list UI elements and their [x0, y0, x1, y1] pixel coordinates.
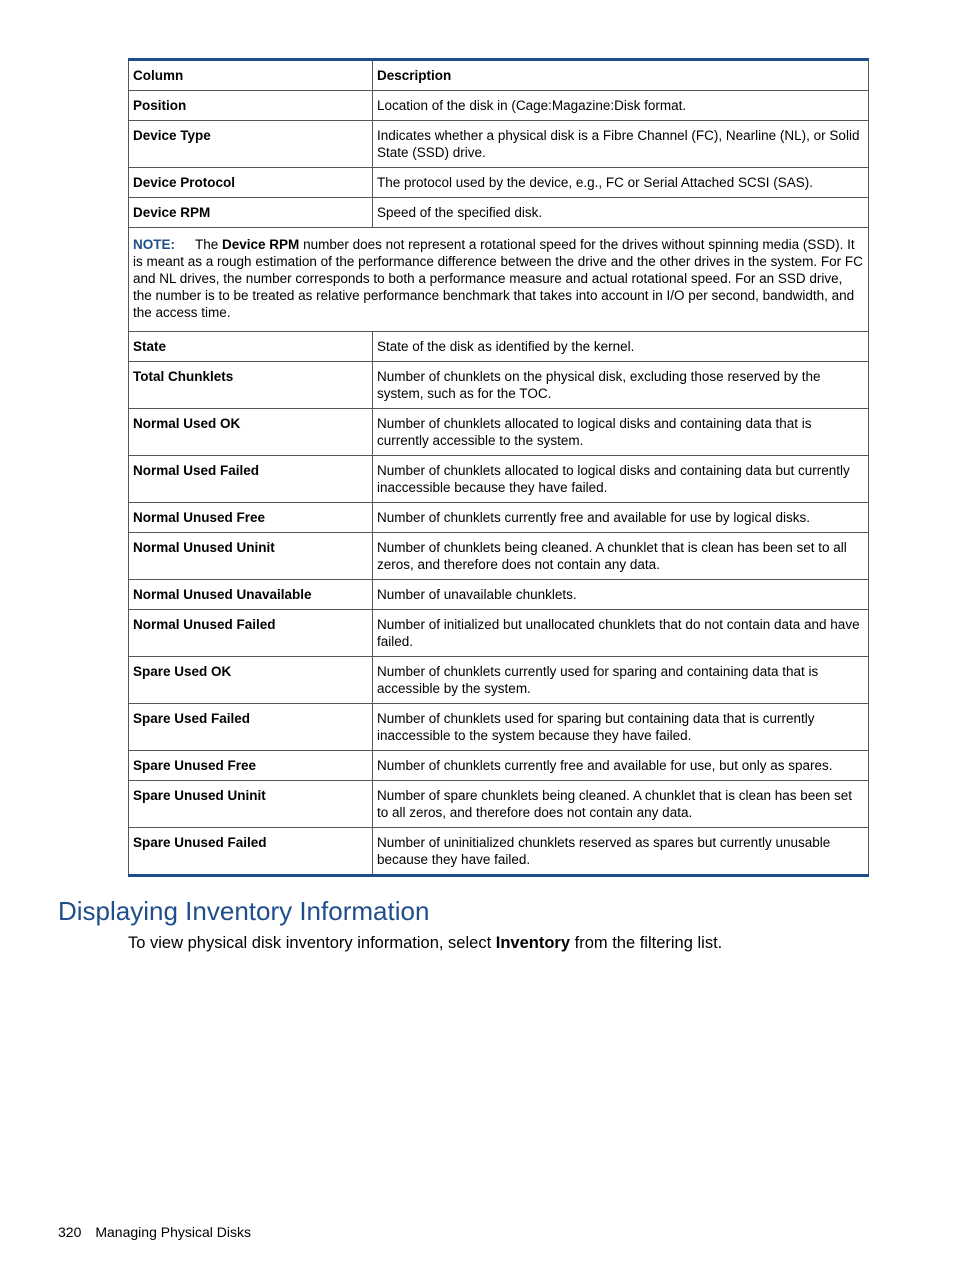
table-row — [129, 121, 869, 168]
section-intro — [128, 932, 722, 954]
table-row — [129, 657, 869, 704]
row-description: Number of spare chunklets being cleaned. A chunklet that is clean has been set to all zeros, and therefore does not contain any data. — [373, 781, 869, 828]
table-row — [129, 751, 869, 781]
row-description: Location of the disk in (Cage:Magazine:Disk format. — [373, 91, 869, 121]
note-pre: The — [195, 237, 223, 252]
row-description: Number of chunklets currently free and available for use by logical disks. — [373, 503, 869, 533]
row-description: Number of chunklets currently free and available for use, but only as spares. — [373, 751, 869, 781]
row-name: Normal Unused Free — [129, 503, 373, 533]
row-description: Number of unavailable chunklets. — [373, 580, 869, 610]
description-header: Description — [373, 60, 869, 91]
row-name: Device RPM — [129, 198, 373, 228]
row-name: Spare Unused Free — [129, 751, 373, 781]
row-name: Normal Unused Uninit — [129, 533, 373, 580]
table-row — [129, 456, 869, 503]
row-description: Number of chunklets being cleaned. A chunklet that is clean has been set to all zeros, and therefore does not contain any data. — [373, 533, 869, 580]
row-name: Normal Unused Unavailable — [129, 580, 373, 610]
row-description: Number of chunklets allocated to logical disks and containing data but currently inaccessible because they have failed. — [373, 456, 869, 503]
row-name: Total Chunklets — [129, 362, 373, 409]
table-row — [129, 704, 869, 751]
table-row — [129, 580, 869, 610]
row-description: The protocol used by the device, e.g., FC or Serial Attached SCSI (SAS). — [373, 168, 869, 198]
row-description: Number of initialized but unallocated chunklets that do not contain data and have failed. — [373, 610, 869, 657]
table-row — [129, 91, 869, 121]
row-name: Spare Used OK — [129, 657, 373, 704]
note-label: NOTE: — [133, 237, 175, 252]
row-description: Number of chunklets currently used for sparing and containing data that is accessible by the system. — [373, 657, 869, 704]
chapter-title: Managing Physical Disks — [95, 1224, 251, 1240]
intro-post: from the filtering list. — [570, 934, 723, 952]
note-row — [129, 228, 869, 332]
note-text: number does not represent a rotational speed for the drives without spinning media (SSD). It is meant as a rough estimation of the performance difference between the drive and the other drives in the system. For FC and NL drives, the number corresponds to both a performance measure and actual rotational speed. For an SSD drive, the number is to be treated as relative performance benchmark that takes into account in I/O per second, bandwidth, and the access time. — [133, 237, 863, 320]
note-cell — [129, 228, 869, 332]
column-header: Column — [129, 60, 373, 91]
row-name: Position — [129, 91, 373, 121]
table-row — [129, 610, 869, 657]
row-description: Number of chunklets on the physical disk, excluding those reserved by the system, such as for the TOC. — [373, 362, 869, 409]
row-name: Normal Used OK — [129, 409, 373, 456]
table-row — [129, 409, 869, 456]
page-footer — [58, 1222, 251, 1242]
table-row — [129, 168, 869, 198]
table-header-row — [129, 60, 869, 91]
note-strong: Device RPM — [222, 237, 300, 252]
row-name: Device Type — [129, 121, 373, 168]
column-description-table — [128, 58, 869, 877]
intro-strong: Inventory — [495, 934, 571, 952]
row-description: Speed of the specified disk. — [373, 198, 869, 228]
intro-pre: To view physical disk inventory information, select — [128, 934, 496, 952]
row-name: Normal Used Failed — [129, 456, 373, 503]
row-description: State of the disk as identified by the kernel. — [373, 332, 869, 362]
table-row — [129, 781, 869, 828]
table-row — [129, 332, 869, 362]
table-row — [129, 198, 869, 228]
table-row — [129, 362, 869, 409]
row-description: Indicates whether a physical disk is a Fibre Channel (FC), Nearline (NL), or Solid State (SSD) drive. — [373, 121, 869, 168]
table-row — [129, 503, 869, 533]
row-description: Number of chunklets allocated to logical disks and containing data that is currently accessible to the system. — [373, 409, 869, 456]
row-name: Spare Used Failed — [129, 704, 373, 751]
row-name: Normal Unused Failed — [129, 610, 373, 657]
row-name: State — [129, 332, 373, 362]
section-title: Displaying Inventory Information — [58, 896, 430, 926]
row-description: Number of chunklets used for sparing but containing data that is currently inaccessible to the system because they have failed. — [373, 704, 869, 751]
table-row — [129, 533, 869, 580]
page-number: 320 — [58, 1224, 82, 1240]
row-name: Spare Unused Uninit — [129, 781, 373, 828]
row-description: Number of uninitialized chunklets reserved as spares but currently unusable because they have failed. — [373, 828, 869, 876]
row-name: Spare Unused Failed — [129, 828, 373, 876]
row-name: Device Protocol — [129, 168, 373, 198]
table-row — [129, 828, 869, 876]
